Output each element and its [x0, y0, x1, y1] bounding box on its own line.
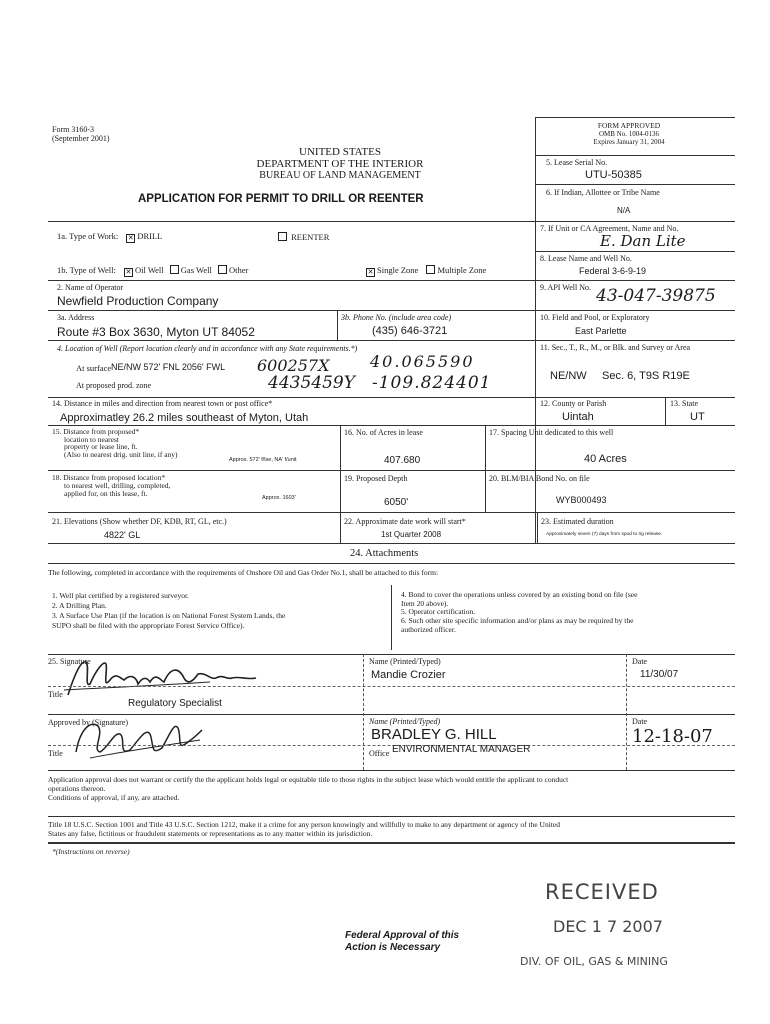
indian-allottee-label: 6. If Indian, Allottee or Tribe Name	[546, 188, 660, 197]
type-of-work: 1a. Type of Work: ✕ DRILL	[57, 231, 163, 242]
surface-handwritten-b: 40.065590	[370, 352, 475, 371]
api-well-label: 9. API Well No.	[540, 283, 591, 292]
field-pool-value: East Parlette	[575, 326, 627, 336]
applicant-name-label: Name (Printed/Typed)	[369, 657, 441, 666]
duration-value: Approximately seven (7) days from spud to rig release.	[546, 532, 663, 537]
type-of-well: 1b. Type of Well: ✕ Oil Well Gas Well Other	[57, 265, 249, 276]
distance-well-label: 18. Distance from proposed location* to nearest well, drilling, completed, applied for, on this lease, ft.	[52, 473, 171, 498]
unit-agreement-handwritten: E. Dan Lite	[600, 232, 686, 250]
indian-allottee-value: N/A	[617, 206, 631, 215]
approver-date-value: 12-18-07	[632, 726, 713, 747]
spacing-value: 40 Acres	[584, 453, 627, 465]
operator-label: 2. Name of Operator	[57, 283, 124, 292]
acres-label: 16. No. of Acres in lease	[344, 428, 423, 437]
depth-value: 6050'	[384, 497, 409, 508]
gas-well-checkbox[interactable]	[170, 265, 179, 274]
state-label: 13. State	[670, 399, 698, 408]
received-date-stamp: DEC 1 7 2007	[553, 917, 663, 936]
address-value: Route #3 Box 3630, Myton UT 84052	[57, 325, 255, 339]
duration-label: 23. Estimated duration	[541, 517, 614, 526]
county-value: Uintah	[562, 411, 594, 423]
approver-title-label: Title	[48, 749, 63, 758]
bond-label: 20. BLM/BIA Bond No. on file	[489, 474, 590, 483]
applicant-name-value: Mandie Crozier	[371, 669, 446, 681]
attachment-item: SUPO shall be filed with the appropriate Forest Service Office).	[52, 621, 245, 630]
prod-zone-label: At proposed prod. zone	[76, 381, 152, 390]
title-value: Regulatory Specialist	[128, 698, 222, 709]
prod-handwritten-c: 4435459Y	[268, 373, 355, 393]
attachments-list-right	[401, 591, 637, 635]
depth-label: 19. Proposed Depth	[344, 474, 408, 483]
attachment-item: 5. Operator certification.	[401, 607, 476, 617]
surface-label: At surface	[76, 363, 112, 373]
signature-label: 25. Signature	[48, 657, 91, 666]
oil-well-checkbox[interactable]: ✕	[125, 268, 132, 276]
federal-approval-stamp: Federal Approval of this Action is Necessary	[345, 930, 460, 953]
attachment-item: 3. A Surface Use Plan (if the location is on National Forest System Lands, the	[52, 611, 286, 620]
approval-disclaimer: Application approval does not warrant or certify the the applicant holds legal or equitable title to those rights in the subject lease which would entitle the applicant to conduct operations thereon. Conditions of approval, if any, are attached.	[48, 775, 569, 802]
operator-value: Newfield Production Company	[57, 294, 219, 308]
attachment-item: 6. Such other site specific information and/or plans as may be required by the	[401, 616, 634, 626]
approver-date-label: Date	[632, 717, 648, 726]
zone-options: ✕ Single Zone Multiple Zone	[367, 265, 487, 276]
received-stamp: RECEIVED	[545, 880, 659, 904]
drill-checkbox[interactable]: ✕	[127, 234, 134, 242]
office-value: ENVIRONMENTAL MANAGER	[392, 744, 531, 755]
attachment-item: 1. Well plat certified by a registered surveyor.	[52, 591, 189, 600]
instructions-note: *(Instructions on reverse)	[52, 847, 130, 856]
multiple-zone-checkbox[interactable]	[426, 265, 435, 274]
other-checkbox[interactable]	[218, 265, 227, 274]
unit-agreement-label: 7. If Unit or CA Agreement, Name and No.	[540, 224, 679, 233]
applicant-signature	[60, 650, 270, 702]
attachment-item: authorized officer.	[401, 624, 456, 634]
start-date-value: 1st Quarter 2008	[381, 530, 442, 539]
api-well-handwritten: 43-047-39875	[596, 286, 716, 306]
attachment-item: Item 20 above).	[401, 598, 449, 608]
attachment-item: 4. Bond to cover the operations unless covered by an existing bond on file (see	[401, 590, 638, 599]
attachments-intro: The following, completed in accordance with the requirements of Onshore Oil and Gas Order No.1, shall be attached to this form:	[48, 568, 439, 577]
location-label: 4. Location of Well (Report location clearly and in accordance with any State requirements.*)	[57, 344, 358, 353]
surface-handwritten-a: 600257X	[257, 356, 330, 375]
attachments-list-left	[52, 591, 285, 631]
lease-serial-value: UTU-50385	[585, 169, 642, 181]
reenter-option: REENTER	[278, 232, 329, 242]
attachments-heading: 24. Attachments	[350, 548, 419, 559]
section-qtr-value: NE/NW	[550, 370, 587, 382]
lease-name-label: 8. Lease Name and Well No.	[540, 254, 632, 263]
usc-warning: Title 18 U.S.C. Section 1001 and Title 43 U.S.C. Section 1212, make it a crime for any person knowingly and willfully to make to any department or agency of the United States any false, fictitious or fraudulent statements or representations as to any matter within its jurisdiction.	[48, 820, 560, 838]
county-label: 12. County or Parish	[540, 399, 607, 408]
office-label: Office	[369, 749, 390, 758]
phone-value: (435) 646-3721	[372, 325, 448, 337]
approved-by-label: Approved by (Signature)	[48, 718, 128, 727]
surface-value: NE/NW 572' FNL 2056' FWL	[111, 362, 226, 372]
section-twp-value: Sec. 6, T9S R19E	[602, 370, 690, 382]
page-title: APPLICATION FOR PERMIT TO DRILL OR REENTER	[138, 193, 424, 205]
section-survey-label: 11. Sec., T., R., M., or Blk. and Survey or Area	[540, 343, 691, 352]
attachment-item: 2. A Drilling Plan.	[52, 601, 107, 610]
single-zone-checkbox[interactable]: ✕	[367, 268, 374, 276]
distance-lease-value: Approx. 572' f/lse, NA' f/unit	[229, 457, 297, 463]
bond-value: WYB000493	[556, 495, 607, 505]
distance-lease-label: 15. Distance from proposed* location to nearest property or lease line, ft. (Also to nearest drig. unit line, if any)	[52, 427, 178, 459]
spacing-label: 17. Spacing Unit dedicated to this well	[489, 428, 614, 437]
title-label: Title	[48, 690, 63, 699]
applicant-date-value: 11/30/07	[640, 669, 679, 680]
division-stamp: DIV. OF OIL, GAS & MINING	[520, 955, 668, 968]
applicant-date-label: Date	[632, 657, 648, 666]
phone-label: 3b. Phone No. (include area code)	[341, 313, 452, 322]
acres-value: 407.680	[384, 455, 421, 466]
reenter-checkbox[interactable]	[278, 232, 287, 241]
distance-town-value: Approximatley 26.2 miles southeast of Myton, Utah	[60, 412, 309, 424]
lease-serial-label: 5. Lease Serial No.	[546, 158, 608, 167]
approver-name-label: Name (Printed/Typed)	[369, 717, 441, 726]
agency-heading: UNITED STATES DEPARTMENT OF THE INTERIOR BUREAU OF LAND MANAGEMENT	[256, 146, 424, 181]
address-label: 3a. Address	[57, 313, 95, 322]
lease-name-value: Federal 3-6-9-19	[579, 266, 647, 276]
form-number: Form 3160-3 (September 2001)	[52, 125, 110, 143]
elevations-label: 21. Elevations (Show whether DF, KDB, RT, GL, etc.)	[52, 517, 227, 526]
state-value: UT	[690, 411, 705, 423]
approver-name-value: BRADLEY G. HILL	[371, 726, 497, 743]
prod-handwritten-d: -109.824401	[372, 373, 492, 393]
form-approved-block: FORM APPROVED OMB No. 1004-0136 Expires January 31, 2004	[593, 121, 665, 146]
approver-signature	[70, 712, 210, 768]
distance-town-label: 14. Distance in miles and direction from nearest town or post office*	[52, 399, 273, 408]
field-pool-label: 10. Field and Pool, or Exploratory	[540, 313, 650, 322]
distance-well-value: Approx. 1603'	[262, 495, 296, 501]
elevations-value: 4822' GL	[104, 530, 141, 540]
start-date-label: 22. Approximate date work will start*	[344, 517, 466, 526]
